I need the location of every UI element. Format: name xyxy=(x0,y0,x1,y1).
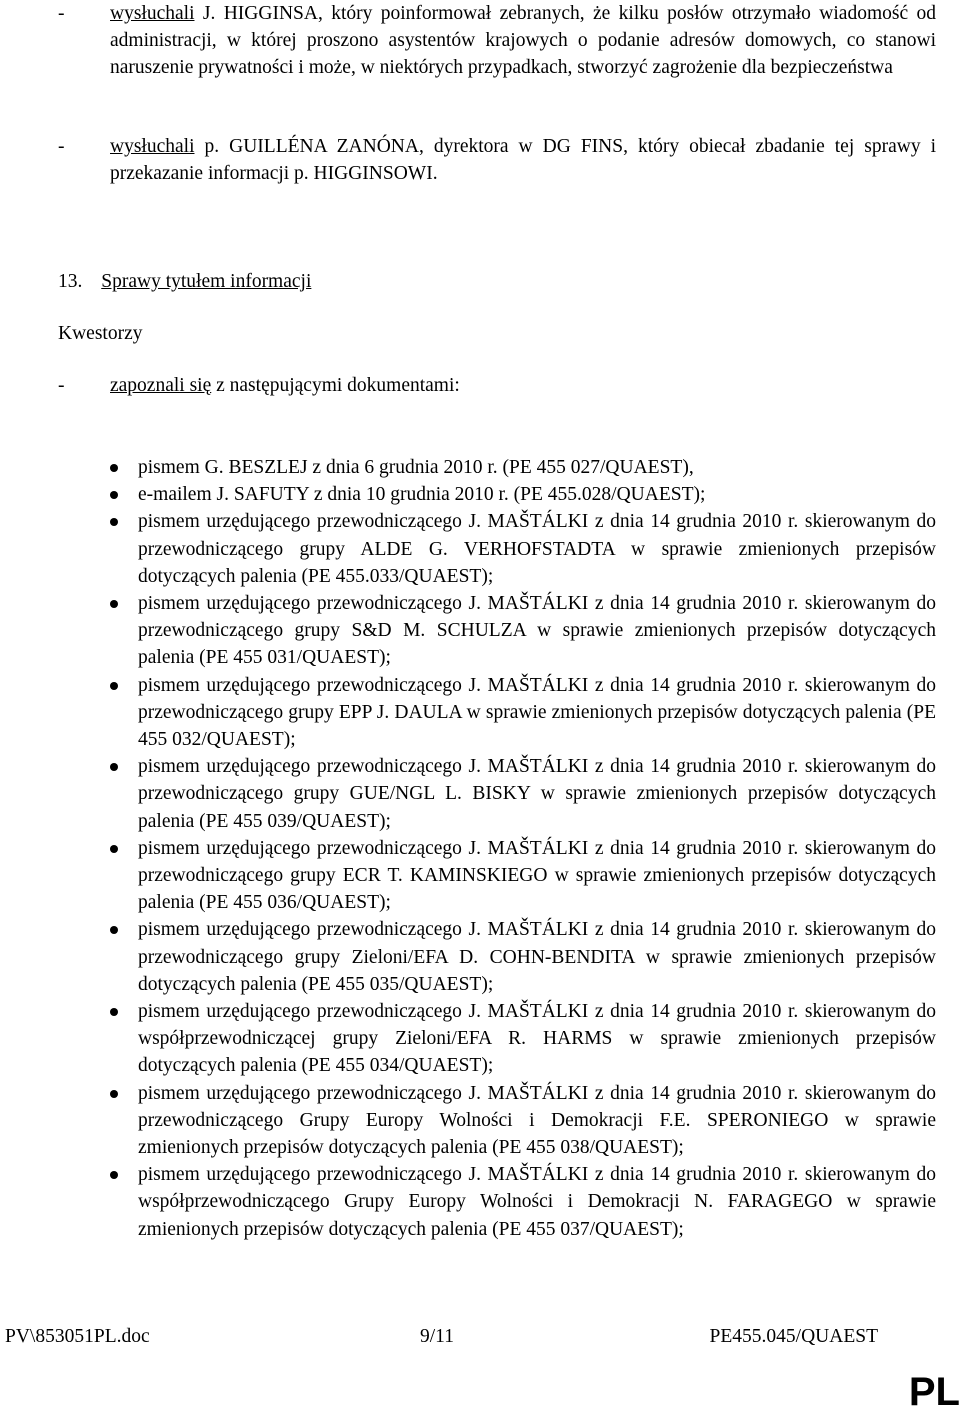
list-item xyxy=(138,1161,936,1243)
bullet-icon xyxy=(110,1171,118,1179)
dash-marker: - xyxy=(58,3,65,24)
item-lead: wysłuchali xyxy=(110,136,195,157)
bullet-icon xyxy=(110,845,118,853)
item-higgins xyxy=(58,0,936,81)
item-body: J. HIGGINSA, który poinformował zebranych, że kilku posłów otrzymało wiadomość od administracji, w której proszono asystentów krajowych o podanie adresów domowych, co stanowi naruszenie prywatności i może, w niektórych przypadkach, stworzyć zagrożenie dla bezpieczeństwa xyxy=(110,3,936,78)
list-item xyxy=(138,916,936,998)
bullet-icon xyxy=(110,518,118,526)
bullet-icon xyxy=(110,926,118,934)
item-text xyxy=(110,0,936,81)
item-guillen xyxy=(58,133,936,187)
list-item-text: pismem urzędującego przewodniczącego J. MAŠTÁLKI z dnia 14 grudnia 2010 r. skierowanym do przewodniczącego grupy EPP J. DAULA w sprawie zmienionych przepisów dotyczących palenia (PE 455 032/QUAEST); xyxy=(138,674,936,751)
list-item-text: e-mailem J. SAFUTY z dnia 10 grudnia 2010 r. (PE 455.028/QUAEST); xyxy=(138,484,706,506)
list-item xyxy=(138,672,936,754)
intro-lead: zapoznali się xyxy=(110,375,212,396)
intro-item xyxy=(58,372,936,399)
list-item-text: pismem urzędującego przewodniczącego J. MAŠTÁLKI z dnia 14 grudnia 2010 r. skierowanym do współprzewodniczącego Grupy Europy Wolności i Demokracji N. FARAGEGO w sprawie zmienionych przepisów dotyczących palenia (PE 455 037/QUAEST); xyxy=(138,1164,936,1240)
section-heading xyxy=(58,268,311,295)
intro-body: z następującymi dokumentami: xyxy=(211,375,460,396)
document-list xyxy=(0,454,960,1243)
list-item-text: pismem urzędującego przewodniczącego J. MAŠTÁLKI z dnia 14 grudnia 2010 r. skierowanym do przewodniczącego grupy ALDE G. VERHOFSTADTA w sprawie zmienionych przepisów dotyczących palenia (PE 455.033/QUAEST); xyxy=(138,511,936,587)
section-number: 13. xyxy=(58,271,83,292)
bullet-icon xyxy=(110,1008,118,1016)
list-item xyxy=(138,753,936,835)
list-item-text: pismem urzędującego przewodniczącego J. MAŠTÁLKI z dnia 14 grudnia 2010 r. skierowanym do współprzewodniczącej grupy Zieloni/EFA R. HARMS w sprawie zmienionych przepisów dotyczących palenia (PE 455 034/QUAEST); xyxy=(138,1001,936,1077)
list-item-text: pismem urzędującego przewodniczącego J. MAŠTÁLKI z dnia 14 grudnia 2010 r. skierowanym do przewodniczącego Grupy Europy Wolności i Demokracji F.E. SPERONIEGO w sprawie zmienionych przepisów dotyczących palenia (PE 455 038/QUAEST); xyxy=(138,1082,936,1159)
footer-reference: PE455.045/QUAEST xyxy=(709,1326,878,1347)
dash-marker: - xyxy=(58,136,65,157)
list-item-text: pismem urzędującego przewodniczącego J. MAŠTÁLKI z dnia 14 grudnia 2010 r. skierowanym do przewodniczącego grupy ECR T. KAMINSKIEGO w sprawie zmienionych przepisów dotyczących palenia (PE 455 036/QUAEST); xyxy=(138,837,936,914)
page-footer xyxy=(0,1324,960,1350)
footer-file-name: PV\853051PL.doc xyxy=(5,1326,150,1347)
bullet-icon xyxy=(110,600,118,608)
section-title: Sprawy tytułem informacji xyxy=(101,271,312,292)
list-item xyxy=(138,481,936,508)
list-item-text: pismem urzędującego przewodniczącego J. MAŠTÁLKI z dnia 14 grudnia 2010 r. skierowanym do przewodniczącego grupy GUE/NGL L. BISKY w sprawie zmienionych przepisów dotyczących palenia (PE 455 039/QUAEST); xyxy=(138,756,936,832)
list-item xyxy=(138,590,936,672)
list-item xyxy=(138,1080,936,1162)
list-item-text: pismem G. BESZLEJ z dnia 6 grudnia 2010 r. (PE 455 027/QUAEST), xyxy=(138,457,694,478)
list-item xyxy=(138,998,936,1080)
dash-marker: - xyxy=(58,375,65,396)
bullet-icon xyxy=(110,491,118,499)
bullet-icon xyxy=(110,1090,118,1098)
list-item xyxy=(138,454,936,481)
bullet-icon xyxy=(110,464,118,472)
list-item-text: pismem urzędującego przewodniczącego J. MAŠTÁLKI z dnia 14 grudnia 2010 r. skierowanym do przewodniczącego grupy Zieloni/EFA D. COHN-BENDITA w sprawie zmienionych przepisów dotyczących palenia (PE 455 035/QUAEST); xyxy=(138,919,936,995)
item-text xyxy=(110,133,936,187)
list-item xyxy=(138,835,936,917)
item-body: p. GUILLÉNA ZANÓNA, dyrektora w DG FINS, który obiecał zbadanie tej sprawy i przekazanie informacji p. HIGGINSOWI. xyxy=(110,136,936,184)
bullet-icon xyxy=(110,763,118,771)
language-mark: PL xyxy=(908,1370,960,1414)
footer-page-number: 9/11 xyxy=(420,1326,454,1347)
bullet-icon xyxy=(110,682,118,690)
list-item-text: pismem urzędującego przewodniczącego J. MAŠTÁLKI z dnia 14 grudnia 2010 r. skierowanym do przewodniczącego grupy S&D M. SCHULZA w sprawie zmienionych przepisów dotyczących palenia (PE 455 031/QUAEST); xyxy=(138,593,936,669)
list-item xyxy=(138,508,936,590)
intro-text xyxy=(110,372,936,399)
item-lead: wysłuchali xyxy=(110,3,195,24)
subheading xyxy=(58,320,142,347)
subheading-text: Kwestorzy xyxy=(58,323,143,344)
